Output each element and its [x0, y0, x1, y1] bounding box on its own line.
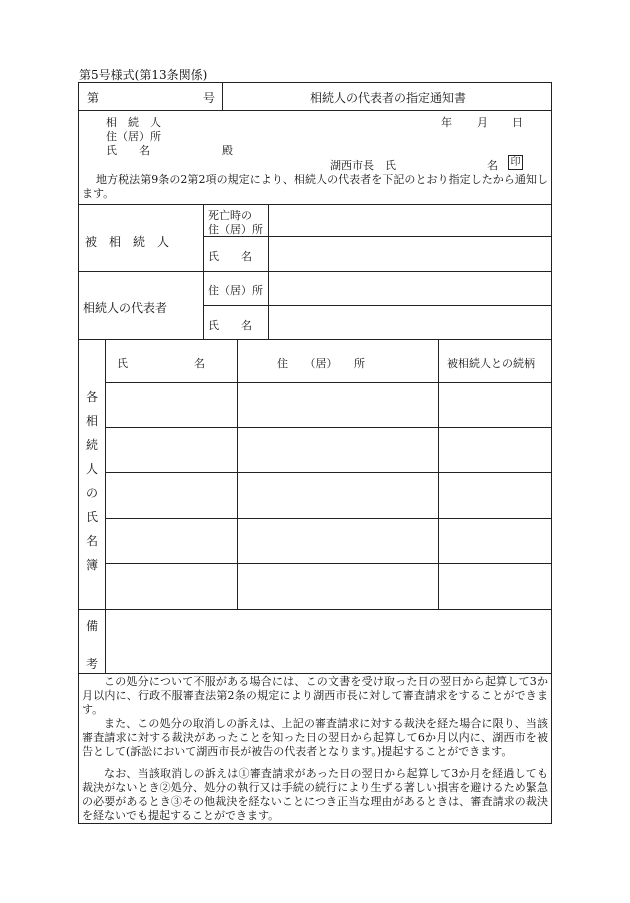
decedent-name-field[interactable] — [272, 240, 546, 268]
heir-row-5-relation[interactable] — [442, 567, 547, 605]
heir-row-2-name[interactable] — [109, 431, 233, 469]
decedent-address-label-1: 死亡時の — [208, 209, 252, 222]
mayor-title: 湖西市長 氏 — [330, 159, 396, 172]
date-year: 年 — [441, 116, 452, 129]
heir-row-5-name[interactable] — [109, 567, 233, 605]
representative-address-field[interactable] — [272, 275, 546, 302]
notice-top-line — [78, 673, 551, 674]
heirs-side-label-char: の — [85, 486, 98, 500]
heirs-col-header-name: 氏 名 — [117, 357, 205, 370]
heirs-header-line — [105, 382, 551, 383]
mayor-name-suffix: 名 — [487, 159, 498, 172]
notice-paragraph-3: なお、当該取消しの訴えは①審査請求があった日の翌日から起算して3か月を経過しても裁決がないとき②処分、処分の執行又は手続の続行により生ずる著しい損害を避けるため緊急の必要があるとき③その他裁決を経ないことにつき正当な理由があるときは、審査請求の裁決を経ないでも提起することができます。 — [82, 767, 548, 822]
representative-address-label: 住（居）所 — [208, 284, 263, 297]
heirs-side-label-char: 氏 — [85, 510, 98, 524]
representative-name-field[interactable] — [272, 309, 546, 336]
heirs-side-divider — [105, 339, 106, 673]
decedent-top-line — [78, 204, 551, 205]
document-number-field[interactable] — [100, 88, 200, 104]
heirs-col-divider-1 — [237, 339, 238, 609]
heirs-side-label-char: 相 — [85, 414, 98, 428]
representative-mid-line — [203, 305, 551, 306]
heirs-top-line — [78, 339, 551, 340]
heirs-col-divider-2 — [438, 339, 439, 609]
heir-row-1-address[interactable] — [241, 386, 434, 424]
heir-row-4-relation[interactable] — [442, 522, 547, 560]
decedent-label: 被 相 続 人 — [85, 235, 170, 249]
heirs-side-label-char: 人 — [85, 462, 98, 476]
name-label: 氏 名 — [106, 144, 150, 157]
date-month: 月 — [477, 116, 488, 129]
header-bottom-line — [78, 110, 551, 111]
heirs-side-label-char: 続 — [85, 438, 98, 452]
heirs-row-line-1 — [105, 427, 551, 428]
header-divider — [222, 82, 223, 110]
form-id: 第5号様式(第13条関係) — [79, 68, 208, 82]
intro-text: 地方税法第9条の2第2項の規定により、相続人の代表者を下記のとおり指定したから通知します。 — [82, 173, 548, 200]
heirs-side-label-char: 名 — [85, 534, 98, 548]
representative-top-line — [78, 271, 551, 272]
heir-row-4-address[interactable] — [241, 522, 434, 560]
heir-row-4-name[interactable] — [109, 522, 233, 560]
heir-row-5-address[interactable] — [241, 567, 434, 605]
document-number-prefix: 第 — [87, 91, 100, 105]
heirs-col-header-relation: 被相続人との続柄 — [447, 357, 535, 370]
heirs-col-header-address: 住 （居） 所 — [277, 357, 365, 370]
remarks-label-char: 備 — [85, 619, 98, 633]
heirs-row-line-2 — [105, 472, 551, 473]
heirs-row-line-3 — [105, 518, 551, 519]
heir-row-1-name[interactable] — [109, 386, 233, 424]
form-title: 相続人の代表者の指定通知書 — [310, 91, 467, 105]
date-day: 日 — [512, 116, 523, 129]
official-seal — [508, 155, 523, 170]
representative-label: 相続人の代表者 — [83, 301, 168, 315]
heir-row-1-relation[interactable] — [442, 386, 547, 424]
heir-row-2-relation[interactable] — [442, 431, 547, 469]
heir-row-3-relation[interactable] — [442, 476, 547, 514]
heir-label: 相 続 人 — [106, 116, 161, 129]
remarks-top-line — [78, 609, 551, 610]
heir-row-3-address[interactable] — [241, 476, 434, 514]
honorific: 殿 — [222, 144, 233, 157]
decedent-address-label-2: 住（居）所 — [208, 223, 263, 236]
decedent-name-label: 氏 名 — [208, 250, 252, 263]
heir-row-2-address[interactable] — [241, 431, 434, 469]
seal-mark: 印 — [508, 155, 523, 170]
heir-row-3-name[interactable] — [109, 476, 233, 514]
heirs-side-label-char: 簿 — [85, 558, 98, 572]
address-label: 住（居）所 — [106, 130, 161, 143]
heirs-side-label-char: 各 — [85, 390, 98, 404]
representative-name-label: 氏 名 — [208, 319, 252, 332]
notice-paragraph-1: この処分について不服がある場合には、この文書を受け取った日の翌日から起算して3か月以内に、行政不服審査法第2条の規定により湖西市長に対して審査請求をすることができます。 — [82, 675, 548, 716]
document-number-suffix: 号 — [203, 91, 216, 105]
notice-paragraph-2: また、この処分の取消しの訴えは、上記の審査請求に対する裁決を経た場合に限り、当該審査請求に対する裁決があったことを知った日の翌日から起算して6か月以内に、湖西市を被告として(訴訟において湖西市長が被告の代表者となります。)提起することができます。 — [82, 717, 548, 758]
decedent-address-field[interactable] — [272, 207, 546, 233]
remarks-label-char: 考 — [85, 657, 98, 671]
remarks-field[interactable] — [109, 613, 547, 669]
heirs-row-line-4 — [105, 563, 551, 564]
